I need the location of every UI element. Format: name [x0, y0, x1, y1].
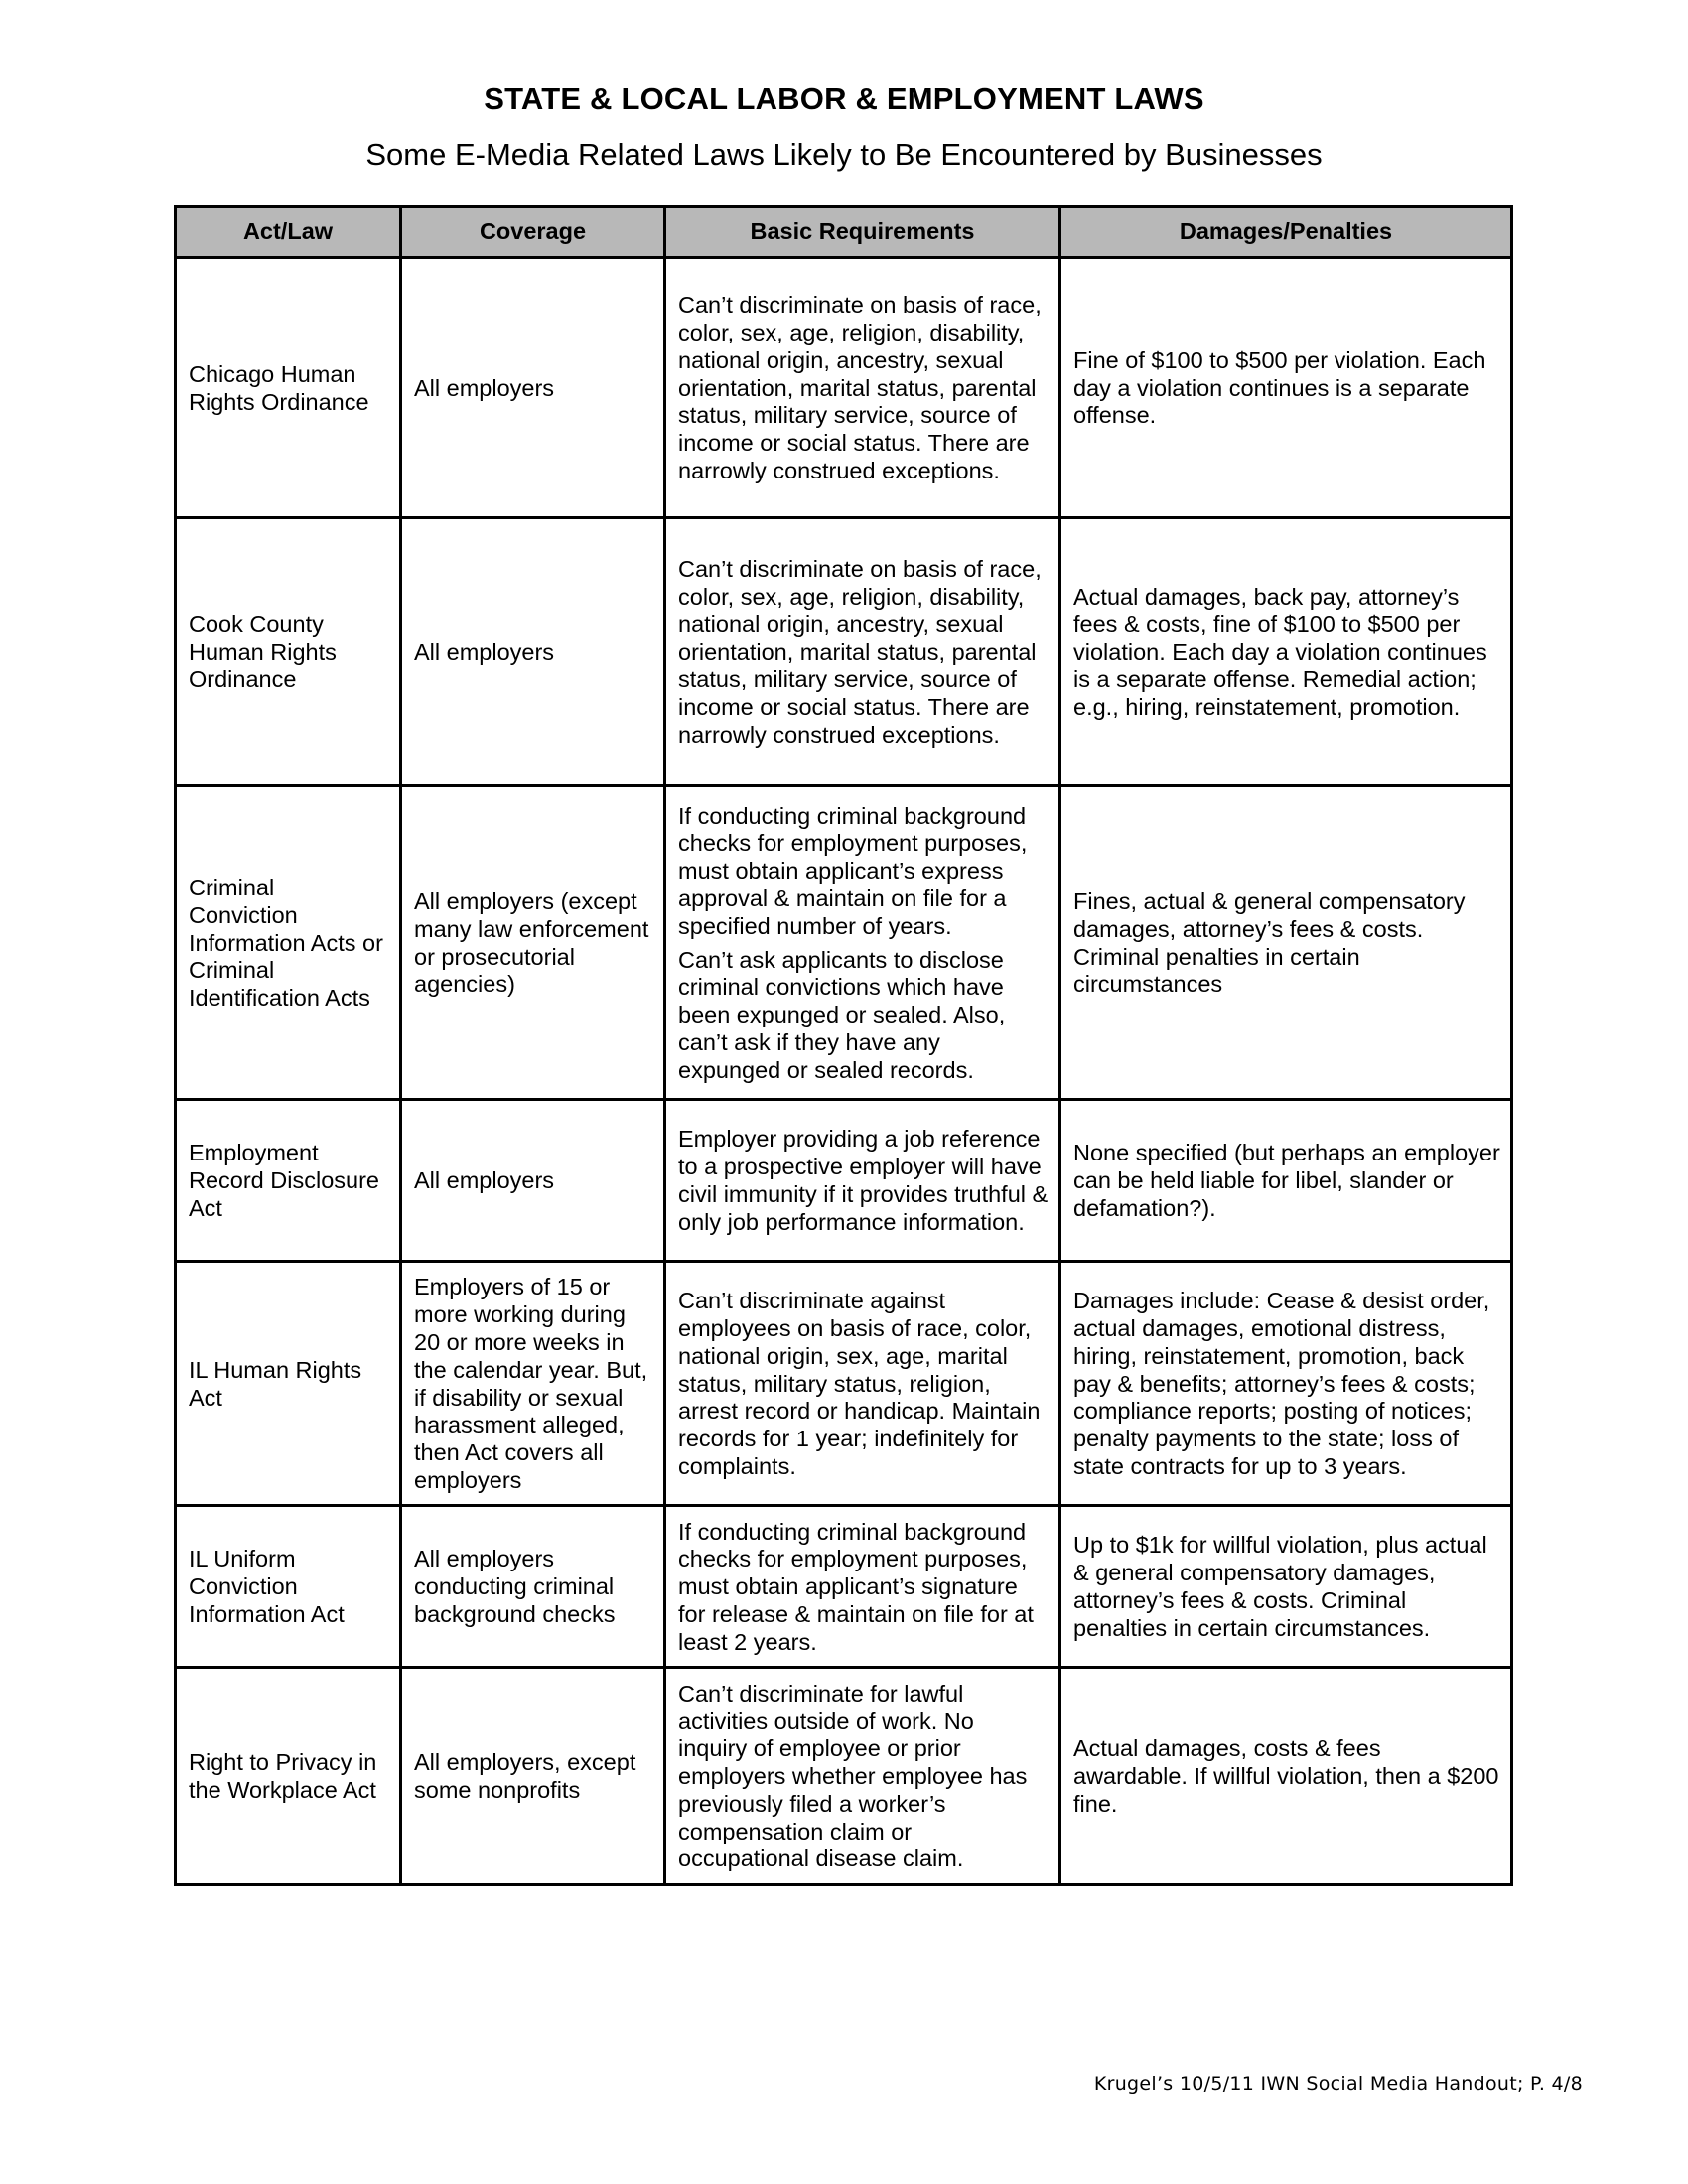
penalties-cell: Fine of $100 to $500 per violation. Each day a violation continues is a separate offense. [1060, 258, 1512, 518]
act-cell: Right to Privacy in the Workplace Act [176, 1668, 401, 1885]
act-cell: IL Human Rights Act [176, 1262, 401, 1506]
coverage-cell: All employers (except many law enforcement or prosecutorial agencies) [401, 786, 665, 1100]
laws-table [174, 205, 1513, 1886]
penalties-cell: Up to $1k for willful violation, plus actual & general compensatory damages, attorney’s fees & costs. Criminal penalties in certain circumstances. [1060, 1506, 1512, 1668]
requirements-cell [665, 786, 1060, 1100]
coverage-cell: All employers [401, 518, 665, 786]
table-row [176, 258, 1512, 518]
table-row [176, 1100, 1512, 1262]
coverage-cell: All employers conducting criminal background checks [401, 1506, 665, 1668]
header-act-law: Act/Law [176, 207, 401, 258]
table-header-row [176, 207, 1512, 258]
act-cell: Cook County Human Rights Ordinance [176, 518, 401, 786]
header-basic-requirements: Basic Requirements [665, 207, 1060, 258]
header-coverage: Coverage [401, 207, 665, 258]
requirements-text: Can’t ask applicants to disclose criminal convictions which have been expunged or sealed. Also, can’t ask if they have any expunged or sealed records. [678, 946, 1006, 1083]
requirements-text: Can’t discriminate for lawful activities outside of work. No inquiry of employee or prior employers whether employee has previously filed a worker’s compensation claim or occupational disease claim. [678, 1680, 1028, 1872]
page-footer: Krugel’s 10/5/11 IWN Social Media Handout; P. 4/8 [1093, 2073, 1583, 2095]
penalties-cell: Damages include: Cease & desist order, actual damages, emotional distress, hiring, reinstatement, promotion, back pay & benefits; attorney’s fees & costs; compliance reports; posting of notices; penalty payments to the state; loss of state contracts for up to 3 years. [1060, 1262, 1512, 1506]
page-title: STATE & LOCAL LABOR & EMPLOYMENT LAWS [484, 81, 1204, 116]
table-row [176, 1506, 1512, 1668]
requirements-cell [665, 1262, 1060, 1506]
requirements-text: Can’t discriminate on basis of race, color, sex, age, religion, disability, national origin, ancestry, sexual orientation, marital status, parental status, military service, source of income or social status. There are narrowly construed exceptions. [678, 556, 1042, 748]
requirements-cell [665, 518, 1060, 786]
coverage-cell: All employers, except some nonprofits [401, 1668, 665, 1885]
penalties-cell: None specified (but perhaps an employer can be held liable for libel, slander or defamation?). [1060, 1100, 1512, 1262]
table-row [176, 1262, 1512, 1506]
requirements-text: Can’t discriminate on basis of race, color, sex, age, religion, disability, national origin, ancestry, sexual orientation, marital status, parental status, military service, source of income or social status. There are narrowly construed exceptions. [678, 292, 1042, 483]
requirements-text: Can’t discriminate against employees on basis of race, color, national origin, sex, age, marital status, military status, religion, arrest record or handicap. Maintain records for 1 year; indefinitely for complaints. [678, 1288, 1041, 1479]
header-damages-penalties: Damages/Penalties [1060, 207, 1512, 258]
requirements-cell [665, 258, 1060, 518]
coverage-cell: Employers of 15 or more working during 20 or more weeks in the calendar year. But, if disability or sexual harassment alleged, then Act covers all employers [401, 1262, 665, 1506]
table-row [176, 518, 1512, 786]
act-cell: Criminal Conviction Information Acts or Criminal Identification Acts [176, 786, 401, 1100]
requirements-text: If conducting criminal background checks for employment purposes, must obtain applicant’s express approval & maintain on file for a specified number of years. [678, 802, 1028, 939]
table-row [176, 786, 1512, 1100]
requirements-text: If conducting criminal background checks for employment purposes, must obtain applicant’s signature for release & maintain on file for at least 2 years. [678, 1518, 1034, 1655]
penalties-cell: Fines, actual & general compensatory damages, attorney’s fees & costs. Criminal penalties in certain circumstances [1060, 786, 1512, 1100]
act-cell: IL Uniform Conviction Information Act [176, 1506, 401, 1668]
act-cell: Employment Record Disclosure Act [176, 1100, 401, 1262]
coverage-cell: All employers [401, 1100, 665, 1262]
penalties-cell: Actual damages, costs & fees awardable. If willful violation, then a $200 fine. [1060, 1668, 1512, 1885]
page-subtitle: Some E-Media Related Laws Likely to Be Encountered by Businesses [365, 137, 1323, 172]
act-cell: Chicago Human Rights Ordinance [176, 258, 401, 518]
requirements-cell [665, 1506, 1060, 1668]
penalties-cell: Actual damages, back pay, attorney’s fees & costs, fine of $100 to $500 per violation. Each day a violation continues is a separate offense. Remedial action; e.g., hiring, reinstatement, promotion. [1060, 518, 1512, 786]
requirements-cell [665, 1668, 1060, 1885]
requirements-cell [665, 1100, 1060, 1262]
table-row [176, 1668, 1512, 1885]
coverage-cell: All employers [401, 258, 665, 518]
requirements-text: Employer providing a job reference to a prospective employer will have civil immunity if it provides truthful & only job performance information. [678, 1126, 1049, 1235]
